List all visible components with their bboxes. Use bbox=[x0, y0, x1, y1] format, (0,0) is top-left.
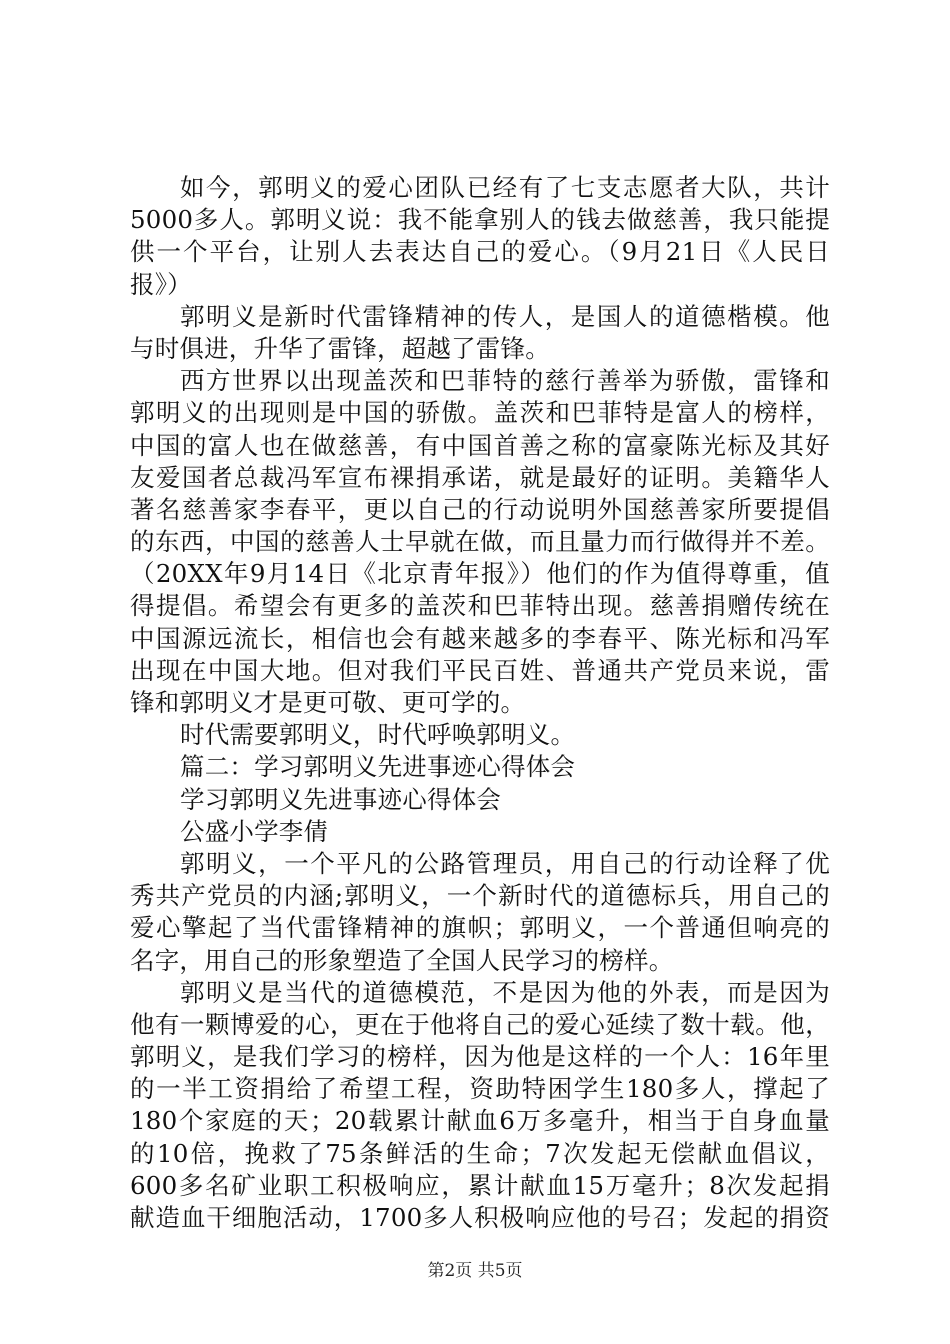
paragraph-line: 的10倍，挽救了75条鲜活的生命；7次发起无偿献血倡议， bbox=[130, 1138, 830, 1168]
paragraph-line: 时代需要郭明义，时代呼唤郭明义。 bbox=[180, 720, 576, 750]
paragraph-line: 与时俱进，升华了雷锋，超越了雷锋。 bbox=[130, 333, 550, 363]
paragraph-line: （20XX年9月14日《北京青年报》）他们的作为值得尊重，值 bbox=[130, 559, 830, 589]
author-line: 公盛小学李倩 bbox=[180, 816, 329, 846]
paragraph-line: 郭明义，一个平凡的公路管理员，用自己的行动诠释了优 bbox=[180, 848, 830, 878]
paragraph-line: 献造血干细胞活动，1700多人积极响应他的号召；发起的捐资 bbox=[130, 1203, 830, 1232]
paragraph-line: 他有一颗博爱的心，更在于他将自己的爱心延续了数十载。他， bbox=[130, 1009, 830, 1039]
paragraph-line: 出现在中国大地。但对我们平民百姓、普通共产党员来说，雷 bbox=[130, 655, 830, 685]
paragraph-line: 180个家庭的天；20载累计献血6万多毫升，相当于自身血量 bbox=[130, 1106, 830, 1136]
section-heading: 篇二：学习郭明义先进事迹心得体会 bbox=[180, 752, 576, 782]
paragraph-line: 如今，郭明义的爱心团队已经有了七支志愿者大队，共计 bbox=[180, 173, 830, 202]
paragraph-line: 著名慈善家李春平，更以自己的行动说明外国慈善家所要提倡 bbox=[130, 494, 830, 524]
paragraph-line: 郭明义是新时代雷锋精神的传人，是国人的道德楷模。他 bbox=[180, 301, 830, 331]
paragraph-line: 锋和郭明义才是更可敬、更可学的。 bbox=[130, 688, 526, 717]
paragraph-line: 的一半工资捐给了希望工程，资助特困学生180多人，撑起了 bbox=[130, 1074, 830, 1104]
paragraph-line: 名字，用自己的形象塑造了全国人民学习的榜样。 bbox=[130, 945, 674, 975]
paragraph-line: 报》） bbox=[130, 269, 192, 299]
paragraph-line: 600多名矿业职工积极响应，累计献血15万毫升；8次发起捐 bbox=[130, 1170, 830, 1200]
page-number-footer: 第2页 共5页 bbox=[427, 1261, 523, 1281]
paragraph-line: 秀共产党员的内涵;郭明义，一个新时代的道德标兵，用自己的 bbox=[130, 881, 830, 911]
paragraph-line: 郭明义，是我们学习的榜样，因为他是这样的一个人：16年里 bbox=[130, 1042, 830, 1072]
paragraph-line: 中国源远流长，相信也会有越来越多的李春平、陈光标和冯军 bbox=[130, 623, 830, 653]
paragraph-line: 5000多人。郭明义说：我不能拿别人的钱去做慈善，我只能提 bbox=[130, 205, 830, 235]
article-title: 学习郭明义先进事迹心得体会 bbox=[180, 784, 502, 814]
paragraph-line: 郭明义的出现则是中国的骄傲。盖茨和巴菲特是富人的榜样， bbox=[130, 398, 830, 428]
paragraph-line: 得提倡。希望会有更多的盖茨和巴菲特出现。慈善捐赠传统在 bbox=[130, 591, 830, 621]
paragraph-line: 友爱国者总裁冯军宣布裸捐承诺，就是最好的证明。美籍华人 bbox=[130, 462, 830, 492]
paragraph-line: 中国的富人也在做慈善，有中国首善之称的富豪陈光标及其好 bbox=[130, 430, 830, 460]
document-body bbox=[130, 172, 830, 1234]
paragraph-line: 郭明义是当代的道德模范，不是因为他的外表，而是因为 bbox=[180, 977, 830, 1007]
paragraph-line: 供一个平台，让别人去表达自己的爱心。（9月21日《人民日 bbox=[130, 237, 830, 267]
paragraph-line: 的东西，中国的慈善人士早就在做，而且量力而行做得并不差。 bbox=[130, 527, 830, 557]
paragraph-line: 西方世界以出现盖茨和巴菲特的慈行善举为骄傲，雷锋和 bbox=[180, 366, 830, 396]
paragraph-line: 爱心擎起了当代雷锋精神的旗帜；郭明义，一个普通但响亮的 bbox=[130, 913, 830, 943]
